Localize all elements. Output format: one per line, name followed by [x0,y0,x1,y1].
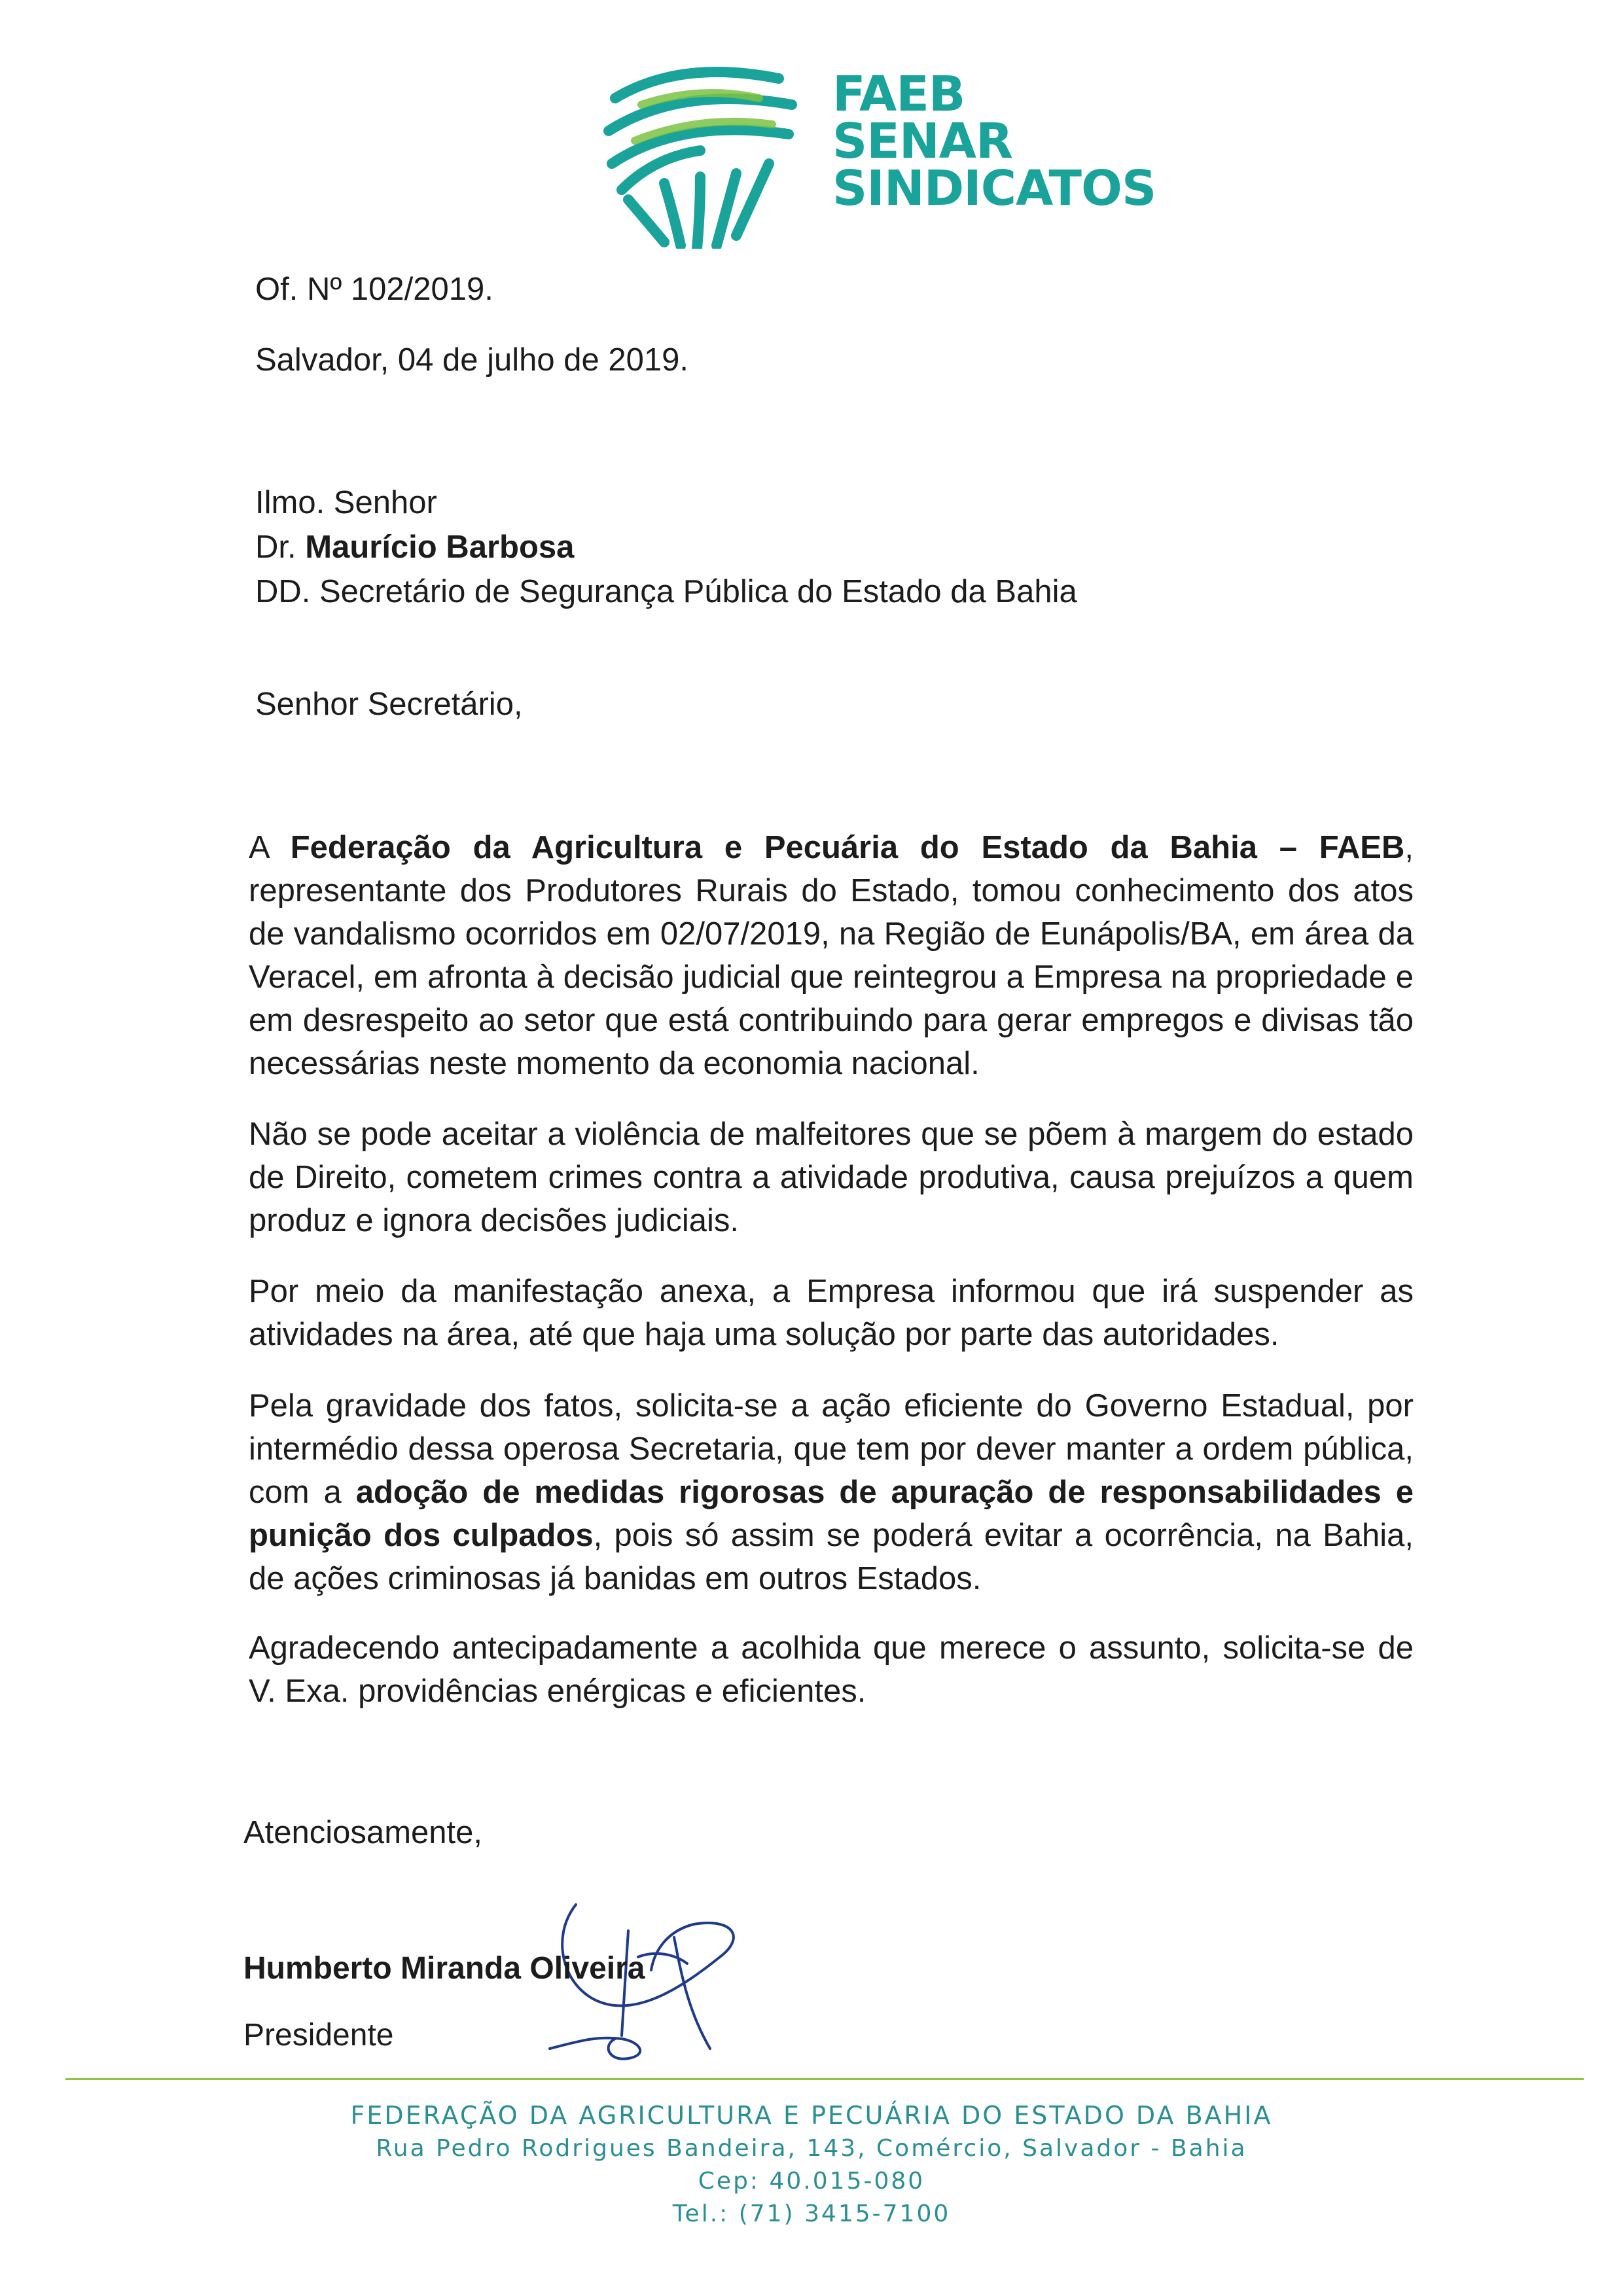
closing: Atenciosamente, [243,1815,482,1850]
paragraph-5: Agradecendo antecipadamente a acolhida que merece o assunto, solicita-se de V. Exa. providências enérgicas e eficientes. [249,1630,1414,1709]
recipient-role: DD. Secretário de Segurança Pública do Estado da Bahia [255,574,1077,609]
recipient-salutation: Ilmo. Senhor [255,485,437,520]
paragraph-1 [249,826,1414,1085]
faeb-leaf-logo-icon [602,59,798,249]
logo-line-senar: SENAR [832,113,1013,170]
recipient-name-line [255,528,574,567]
signatory-name: Humberto Miranda Oliveira [243,1951,645,1986]
footer-address: Rua Pedro Rodrigues Bandeira, 143, Comércio, Salvador - Bahia [376,2135,1247,2162]
paragraph-1-rest: , representante dos Produtores Rurais do Estado, tomou conhecimento dos atos de vandalismo ocorridos em 02/07/2019, na Região de Eunápolis/BA, em área da Veracel, em afronta à decisão judicial que reintegrou a Empresa na propriedade e em desrespeito ao setor que está contribuindo para gerar empregos e divisas tão necessárias neste momento da economia nacional. [249,830,1414,1081]
footer-organization: FEDERAÇÃO DA AGRICULTURA E PECUÁRIA DO ESTADO DA BAHIA [350,2101,1273,2130]
recipient-title-prefix: Dr. [255,529,296,565]
recipient-name: Maurício Barbosa [305,529,575,565]
signatory-title: Presidente [243,2018,394,2053]
footer-phone: Tel.: (71) 3415-7100 [672,2200,951,2227]
paragraph-2: Não se pode aceitar a violência de malfeitores que se põem à margem do estado de Direito, cometem crimes contra a atividade produtiva, causa prejuízos a quem produz e ignora decisões judiciais. [249,1117,1414,1238]
footer-cep: Cep: 40.015-080 [698,2168,925,2195]
letterhead-logo [602,59,1156,255]
letter-date: Salvador, 04 de julho de 2019. [255,342,689,378]
paragraph-1-start: A [249,830,291,865]
logo-line-faeb: FAEB [832,66,965,122]
greeting: Senhor Secretário, [255,687,523,722]
paragraph-1-bold: Federação da Agricultura e Pecuária do Estado da Bahia – FAEB [290,830,1405,865]
paragraph-4-bold: adoção de medidas rigorosas de apuração de responsabilidades e punição dos culpados [249,1475,1414,1553]
paragraph-3: Por meio da manifestação anexa, a Empresa informou que irá suspender as atividades na área, até que haja uma solução por parte das autoridades. [249,1274,1414,1352]
paragraph-4 [249,1384,1414,1600]
paragraph-4-start: Pela gravidade dos fatos, solicita-se a ação eficiente do Governo Estadual, por intermédio dessa operosa Secretaria, que tem por dever manter a ordem pública, com a [249,1388,1414,1510]
footer-divider [65,2078,1584,2080]
oficio-number: Of. Nº 102/2019. [255,272,493,307]
paragraph-4-rest: , pois só assim se poderá evitar a ocorrência, na Bahia, de ações criminosas já banidas em outros Estados. [249,1518,1414,1596]
logo-line-sindicatos: SINDICATOS [832,160,1156,217]
